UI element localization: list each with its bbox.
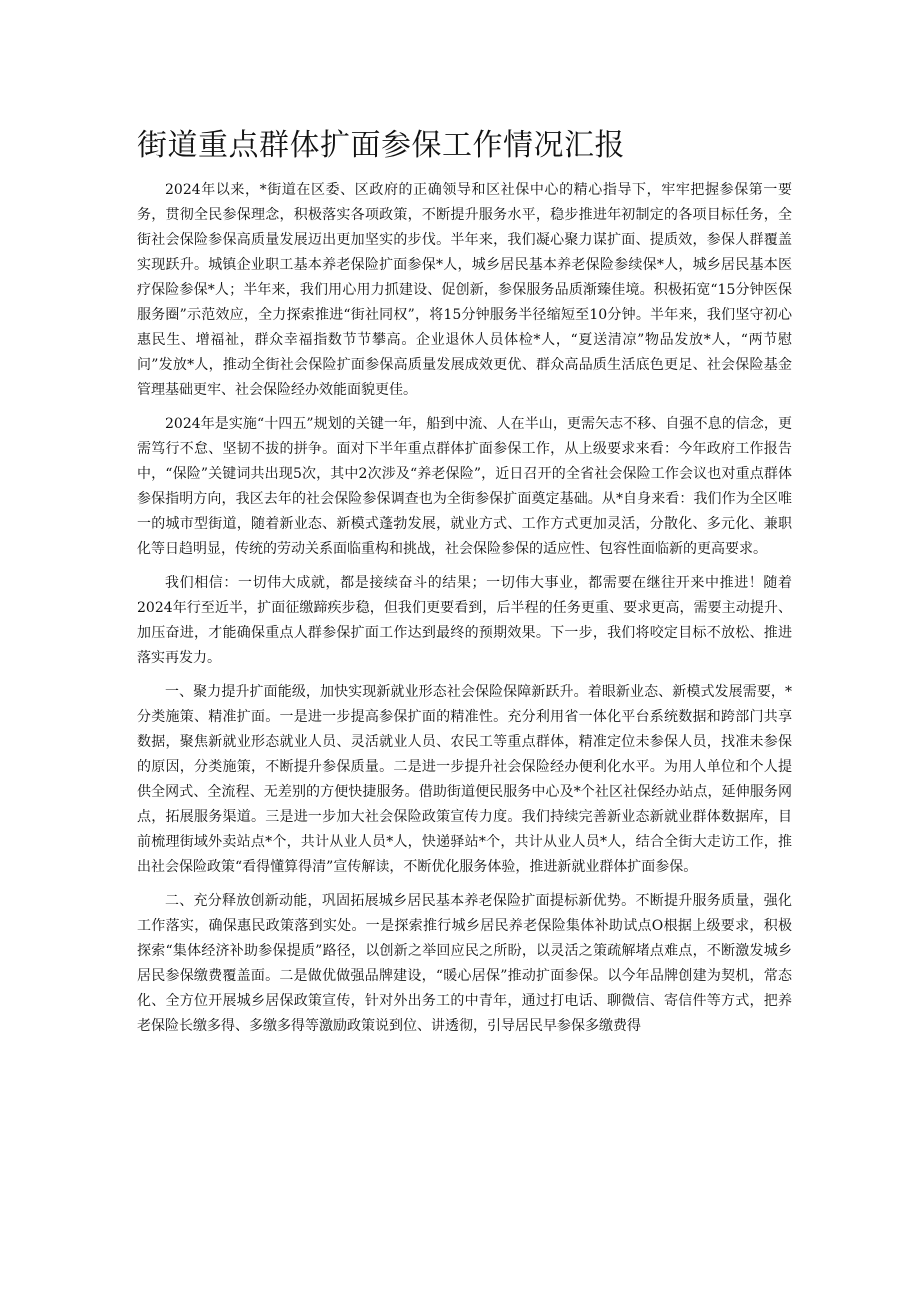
paragraph-intro: 2024年以来，*街道在区委、区政府的正确领导和区社保中心的精心指导下，牢牢把握参保第一要务，贯彻全民参保理念，积极落实各项政策，不断提升服务水平，稳步推进年初制定的各项目标任务，全街社会保险参保高质量发展迈出更加坚实的步伐。半年来，我们凝心聚力谋扩面、提质效，参保人群覆盖实现跃升。城镇企业职工基本养老保险扩面参保*人，城乡居民基本养老保险参续保*人，城乡居民基本医疗保险参保*人；半年来，我们用心用力抓建设、促创新，参保服务品质渐臻佳境。积极拓宽“15分钟医保服务圈”示范效应，全力探索推进“街社同权”，将15分钟服务半径缩短至10分钟。半年来，我们坚守初心惠民生、增福祉，群众幸福指数节节攀高。企业退休人员体检*人，“夏送清凉”物品发放*人，“两节慰问”发放*人，推动全街社会保险扩面参保高质量发展成效更优、群众高品质生活底色更足、社会保险基金管理基础更牢、社会保险经办效能面貌更佳。 (137, 182, 792, 398)
paragraph-section-one: 一、聚力提升扩面能级，加快实现新就业形态社会保险保障新跃升。着眼新业态、新模式发展需要，*分类施策、精准扩面。一是进一步提高参保扩面的精准性。充分利用省一体化平台系统数据和跨部门共享数据，聚焦新就业形态就业人员、灵活就业人员、农民工等重点群体，精准定位未参保人员，找准未参保的原因，分类施策，不断提升参保质量。二是进一步提升社会保险经办便利化水平。为用人单位和个人提供全网式、全流程、无差别的方便快捷服务。借助街道便民服务中心及*个社区社保经办站点，延伸服务网点，拓展服务渠道。三是进一步加大社会保险政策宣传力度。我们持续完善新业态新就业群体数据库，目前梳理街域外卖站点*个，共计从业人员*人，快递驿站*个，共计从业人员*人，结合全街大走访工作，推出社会保险政策“看得懂算得清”宣传解读，不断优化服务体验，推进新就业群体扩面参保。 (137, 684, 792, 875)
document-body (137, 178, 792, 1048)
paragraph-section-two: 二、充分释放创新动能，巩固拓展城乡居民基本养老保险扩面提标新优势。不断提升服务质量，强化工作落实，确保惠民政策落到实处。一是探索推行城乡居民养老保险集体补助试点O根据上级要求，积极探索“集体经济补助参保提质”路径，以创新之举回应民之所盼，以灵活之策疏解堵点难点，不断激发城乡居民参保缴费覆盖面。二是做优做强品牌建设，“暖心居保”推动扩面参保。以今年品牌创建为契机，常态化、全方位开展城乡居保政策宣传，针对外出务工的中青年，通过打电话、聊微信、寄信件等方式，把养老保险长缴多得、多缴多得等激励政策说到位、讲透彻，引导居民早参保多缴费得 (137, 893, 792, 1034)
document-title: 街道重点群体扩面参保工作情况汇报 (137, 128, 625, 163)
paragraph-outlook: 我们相信：一切伟大成就，都是接续奋斗的结果；一切伟大事业，都需要在继往开来中推进！随着2024年行至近半，扩面征缴蹄疾步稳，但我们更要看到，后半程的任务更重、要求更高，需要主动提升、加压奋进，才能确保重点人群参保扩面工作达到最终的预期效果。下一步，我们将咬定目标不放松、推进落实再发力。 (137, 575, 792, 666)
paragraph-context: 2024年是实施“十四五”规划的关键一年，船到中流、人在半山，更需矢志不移、自强不息的信念，更需笃行不怠、坚韧不拔的拼争。面对下半年重点群体扩面参保工作，从上级要求来看：今年政府工作报告中，“保险”关键词共出现5次，其中2次涉及“养老保险”，近日召开的全省社会保险工作会议也对重点群体参保指明方向，我区去年的社会保险参保调查也为全街参保扩面奠定基础。从*自身来看：我们作为全区唯一的城市型街道，随着新业态、新模式蓬勃发展，就业方式、工作方式更加灵活，分散化、多元化、兼职化等日趋明显，传统的劳动关系面临重构和挑战，社会保险参保的适应性、包容性面临新的更高要求。 (137, 416, 792, 557)
